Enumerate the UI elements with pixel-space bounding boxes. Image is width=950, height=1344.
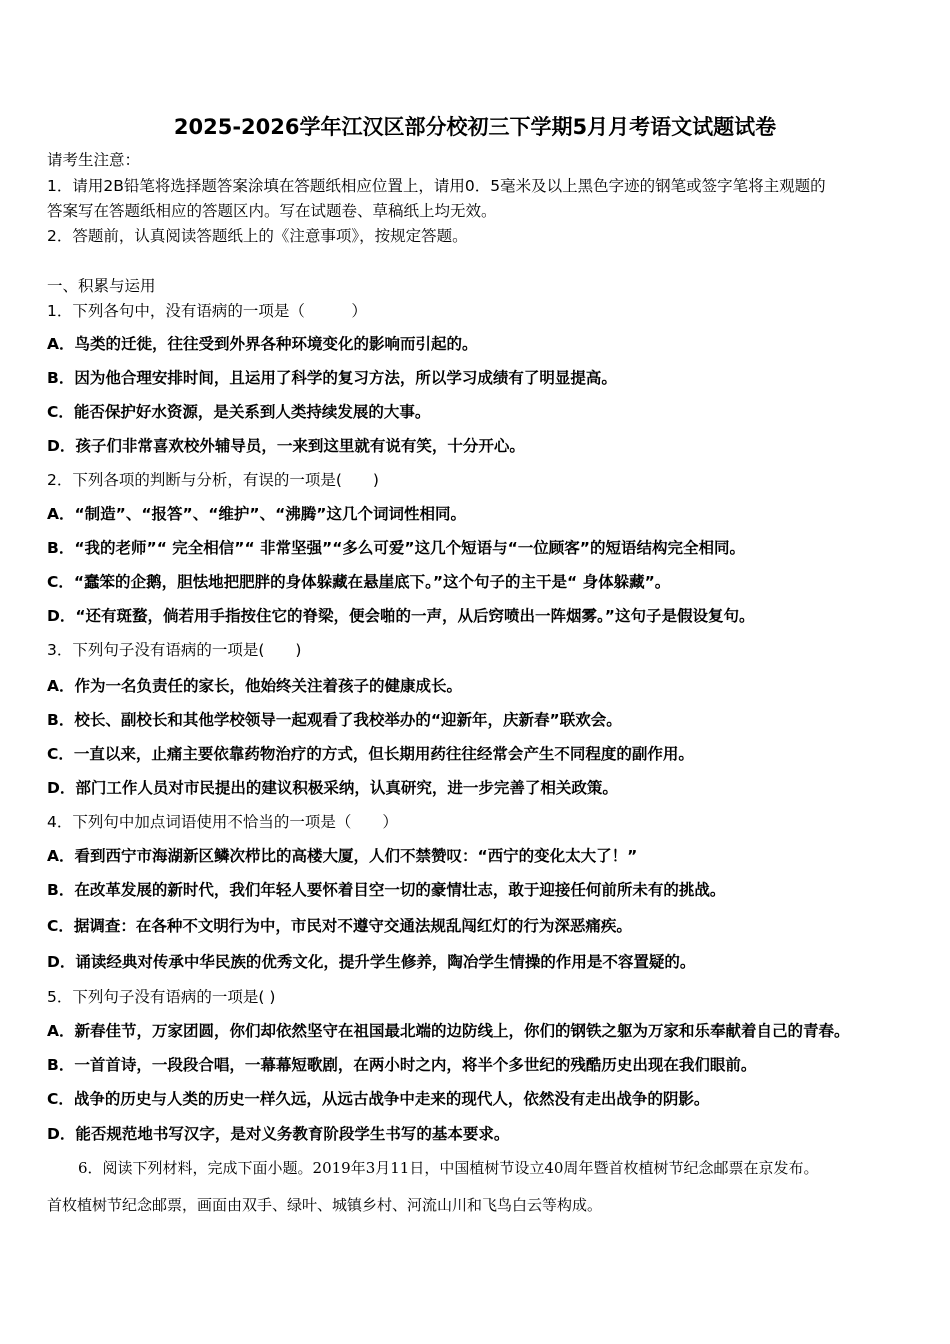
notice-item-2: 2．答题前，认真阅读答题纸上的《注意事项》，按规定答题。: [47, 227, 468, 245]
option-d: D．部门工作人员对市民提出的建议积极采纳，认真研究，进一步完善了相关政策。: [47, 779, 618, 797]
notice-item-1: 1．请用2B铅笔将选择题答案涂填在答题纸相应位置上，请用0．5毫米及以上黑色字迹的钢笔或签字笔将主观题的: [47, 177, 826, 195]
question-stem: 5．下列句子没有语病的一项是( ): [47, 988, 276, 1006]
section-heading: 一、积累与运用: [47, 277, 156, 295]
option-c: C．据调查：在各种不文明行为中，市民对不遵守交通法规乱闯红灯的行为深恶痛疾。: [47, 917, 632, 935]
passage-line-2: 首枚植树节纪念邮票，画面由双手、绿叶、城镇乡村、河流山川和飞鸟白云等构成。: [47, 1196, 603, 1214]
option-c: C．能否保护好水资源，是关系到人类持续发展的大事。: [47, 403, 431, 421]
option-b: B．校长、副校长和其他学校领导一起观看了我校举办的“迎新年，庆新春”联欢会。: [47, 711, 622, 729]
option-a: A．新春佳节，万家团圆，你们却依然坚守在祖国最北端的边防线上，你们的钢铁之躯为万家和乐奉献着自己的青春。: [47, 1022, 850, 1040]
option-d: D．能否规范地书写汉字，是对义务教育阶段学生书写的基本要求。: [47, 1125, 510, 1143]
option-a: A．鸟类的迁徙，往往受到外界各种环境变化的影响而引起的。: [47, 335, 478, 353]
notice-heading: 请考生注意：: [47, 151, 141, 169]
question-stem: 1．下列各句中，没有语病的一项是（ ）: [47, 302, 367, 320]
option-a: A．作为一名负责任的家长，他始终关注着孩子的健康成长。: [47, 677, 462, 695]
question-stem: 2．下列各项的判断与分析，有误的一项是( ): [47, 471, 379, 489]
option-b: B．因为他合理安排时间，且运用了科学的复习方法，所以学习成绩有了明显提高。: [47, 369, 617, 387]
option-a: A．“制造”、“报答”、“维护”、“沸腾”这几个词词性相同。: [47, 505, 466, 523]
option-d: D．诵读经典对传承中华民族的优秀文化，提升学生修养，陶冶学生情操的作用是不容置疑的。: [47, 953, 696, 971]
question-stem: 4．下列句中加点词语使用不恰当的一项是（ ）: [47, 813, 398, 831]
option-b: B．一首首诗，一段段合唱，一幕幕短歌剧，在两小时之内，将半个多世纪的残酷历史出现在我们眼前。: [47, 1056, 757, 1074]
page-title: 2025-2026学年江汉区部分校初三下学期5月月考语文试题试卷: [173, 115, 777, 139]
question-stem: 3．下列句子没有语病的一项是( ): [47, 641, 302, 659]
option-b: B．在改革发展的新时代，我们年轻人要怀着目空一切的豪情壮志，敢于迎接任何前所未有的挑战。: [47, 881, 726, 899]
option-c: C．“蠢笨的企鹅，胆怯地把肥胖的身体躲藏在悬崖底下。”这个句子的主干是“ 身体躲藏”。: [47, 573, 671, 591]
option-a: A．看到西宁市海湖新区鳞次栉比的高楼大厦，人们不禁赞叹：“西宁的变化太大了！”: [47, 847, 638, 865]
option-b: B．“我的老师”“ 完全相信”“ 非常坚强”“多么可爱”这几个短语与“一位顾客”的短语结构完全相同。: [47, 539, 745, 557]
option-d: D．“还有斑蝥，倘若用手指按住它的脊梁，便会啪的一声，从后窍喷出一阵烟雾。”这句子是假设复句。: [47, 607, 755, 625]
option-c: C．战争的历史与人类的历史一样久远，从远古战争中走来的现代人，依然没有走出战争的阴影。: [47, 1090, 710, 1108]
option-d: D．孩子们非常喜欢校外辅导员，一来到这里就有说有笑，十分开心。: [47, 437, 525, 455]
passage-line-1: 6．阅读下列材料，完成下面小题。2019年3月11日，中国植树节设立40周年暨首枚植树节纪念邮票在京发布。: [78, 1159, 819, 1177]
notice-item-1-cont: 答案写在答题纸相应的答题区内。写在试题卷、草稿纸上均无效。: [47, 202, 497, 220]
option-c: C．一直以来，止痛主要依靠药物治疗的方式，但长期用药往往经常会产生不同程度的副作用。: [47, 745, 694, 763]
